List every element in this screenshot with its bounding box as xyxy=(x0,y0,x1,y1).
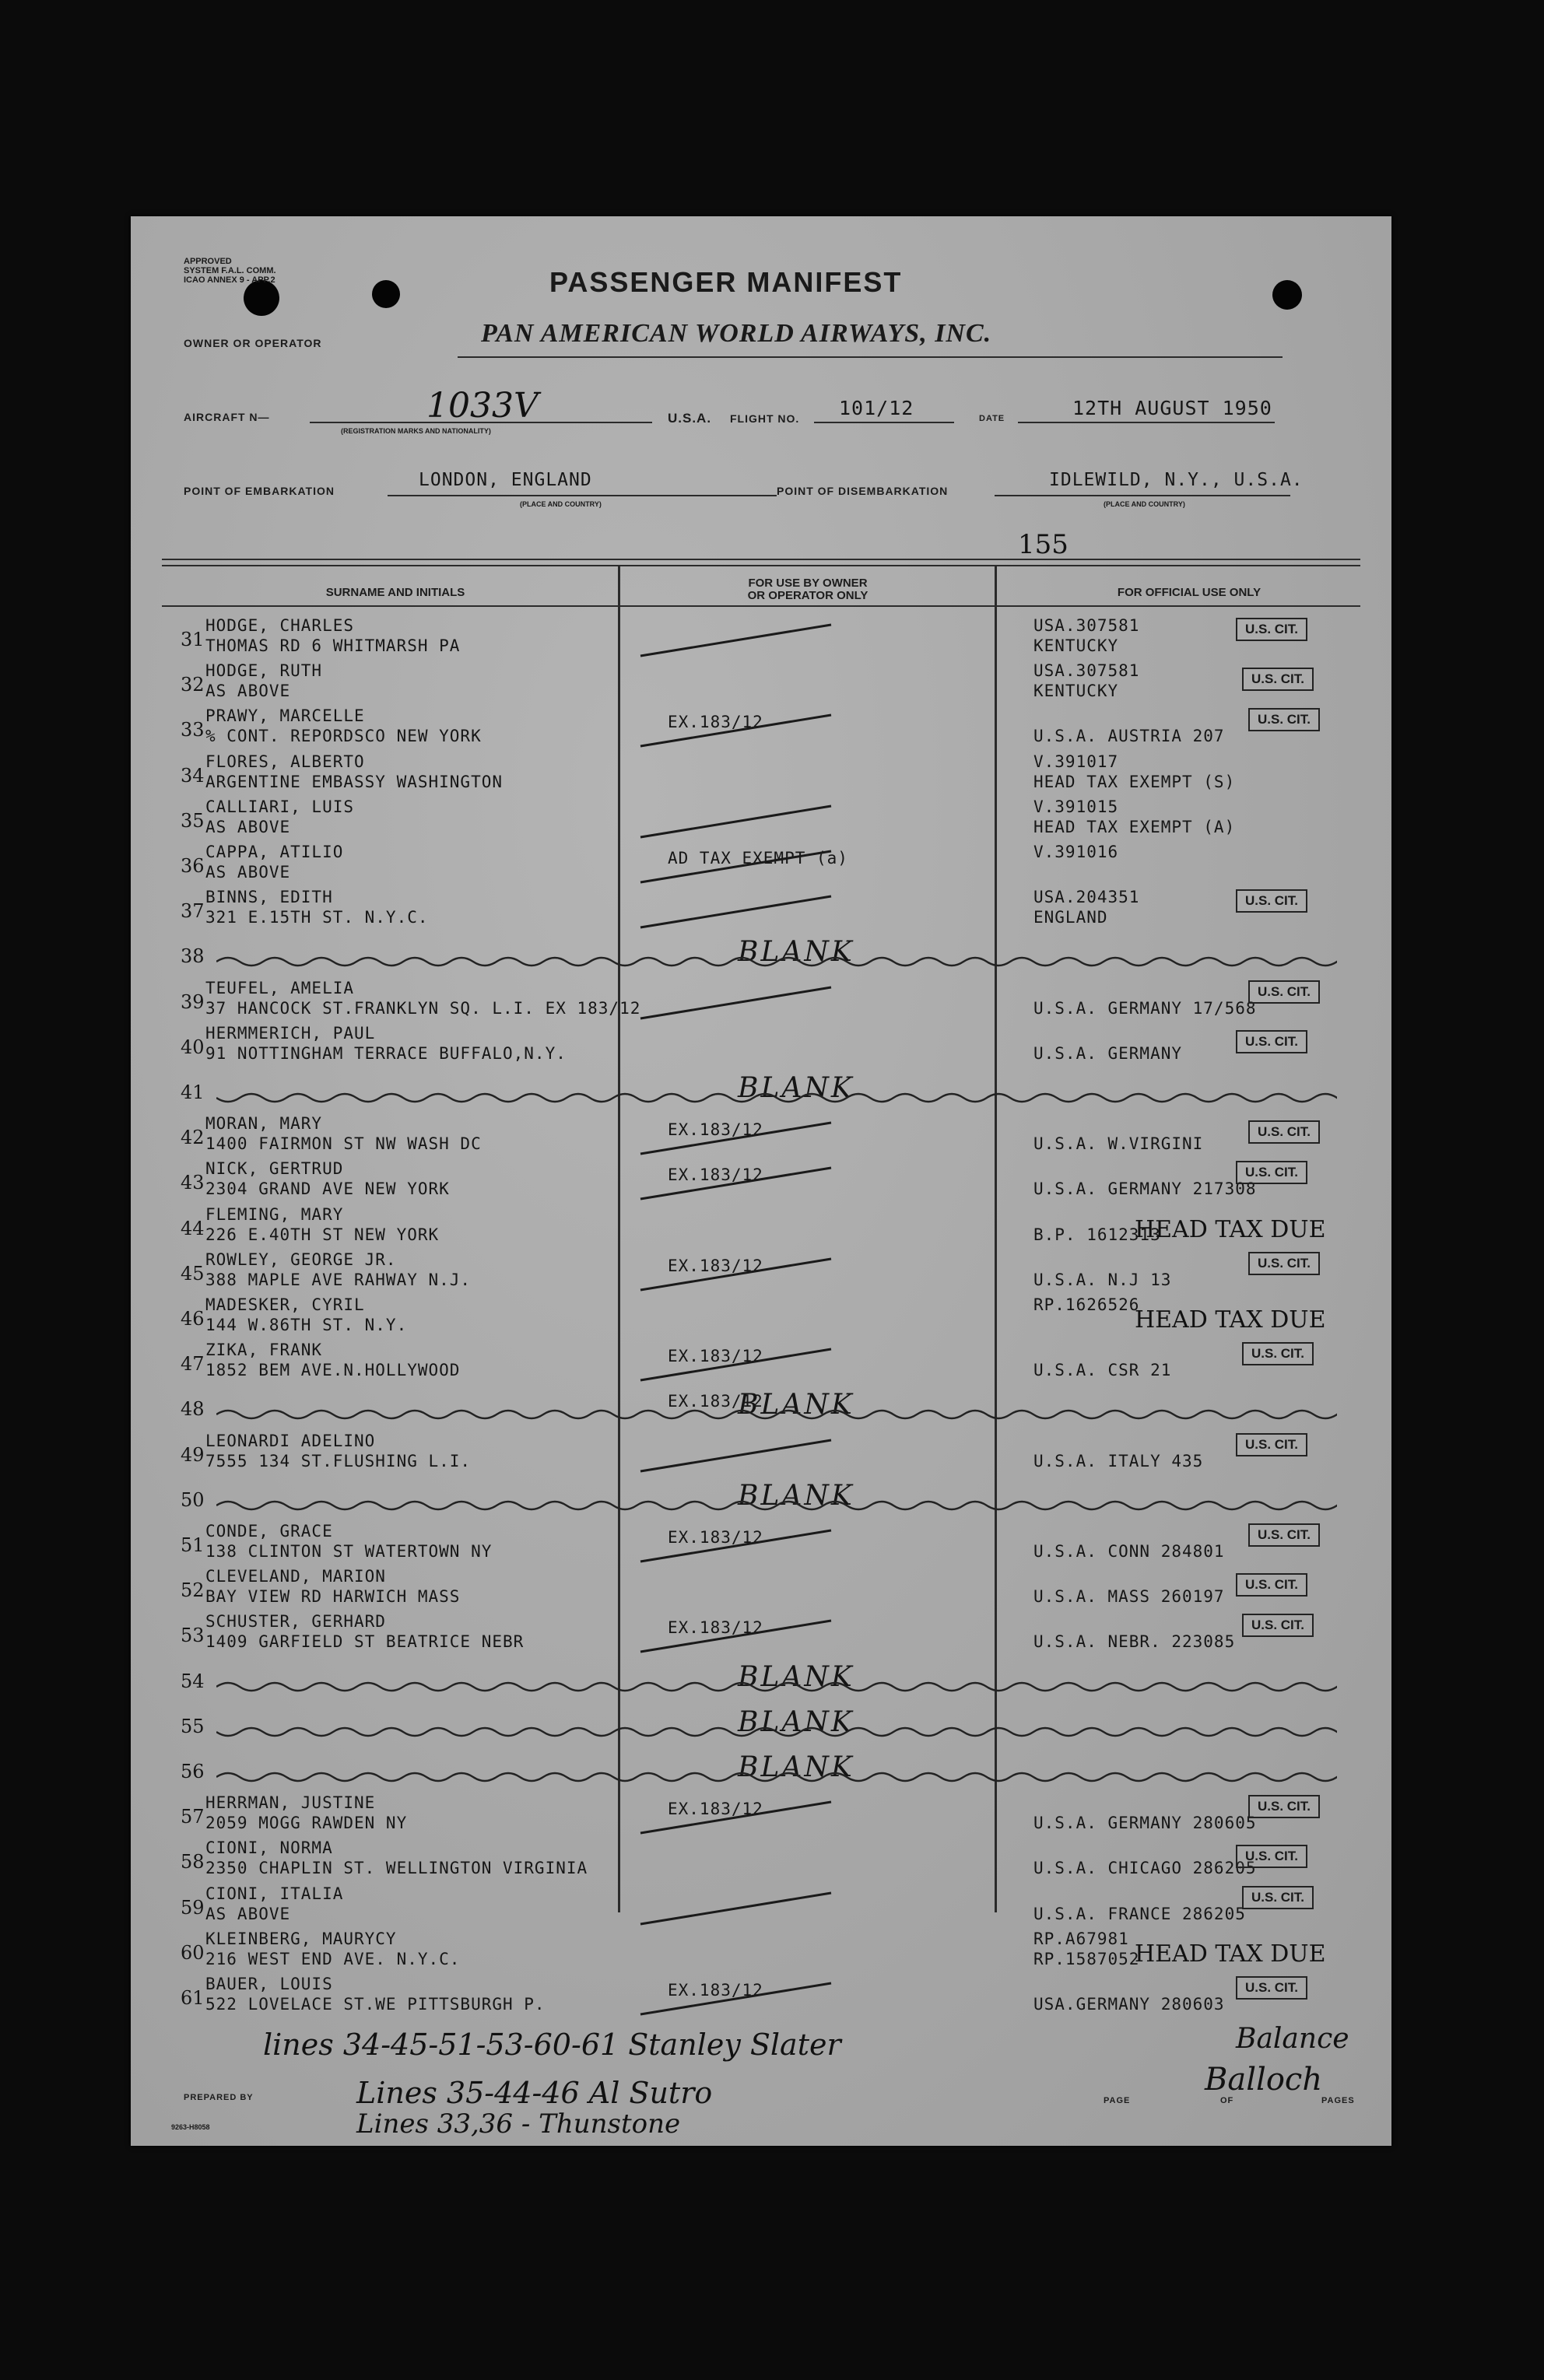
date-value: 12TH AUGUST 1950 xyxy=(1072,397,1272,419)
passenger-name: CIONI, ITALIA xyxy=(205,1884,344,1903)
column-head-surname: SURNAME AND INITIALS xyxy=(325,586,465,599)
row-number: 34 xyxy=(181,764,205,787)
passenger-address: ARGENTINE EMBASSY WASHINGTON xyxy=(205,772,504,791)
passenger-name: FLORES, ALBERTO xyxy=(205,752,365,771)
table-row xyxy=(131,1432,1391,1477)
blank-wave-path xyxy=(216,1094,1337,1102)
check-slash-path xyxy=(640,1349,831,1380)
passenger-name: FLEMING, MARY xyxy=(205,1204,344,1224)
check-slash-path xyxy=(640,896,831,927)
owner-label: OWNER OR OPERATOR xyxy=(184,337,322,349)
check-slash-mark xyxy=(637,711,839,750)
official-line-2: U.S.A. NEBR. 223085 xyxy=(1033,1632,1236,1652)
column-head-owner-line: OR OPERATOR ONLY xyxy=(747,589,868,602)
passenger-address: 226 E.40TH ST NEW YORK xyxy=(205,1225,440,1244)
check-slash-path xyxy=(640,1440,831,1471)
table-row xyxy=(131,979,1391,1024)
footer-note-3: Lines 33,36 - Thunstone xyxy=(356,2108,681,2140)
passenger-name: HODGE, RUTH xyxy=(205,661,323,681)
official-line-1: V.391015 xyxy=(1033,797,1119,816)
official-line-2: HEAD TAX EXEMPT (A) xyxy=(1033,817,1236,836)
passenger-address: 2304 GRAND AVE NEW YORK xyxy=(205,1179,450,1199)
date-label: DATE xyxy=(979,414,1005,423)
official-line-2: U.S.A. N.J 13 xyxy=(1033,1270,1172,1289)
blank-wave-line xyxy=(216,1403,1337,1426)
table-row xyxy=(131,933,1391,978)
passenger-name: CLEVELAND, MARION xyxy=(205,1567,386,1586)
passenger-name: LEONARDI ADELINO xyxy=(205,1431,376,1450)
passenger-name: ROWLEY, GEORGE JR. xyxy=(205,1250,397,1269)
table-row xyxy=(131,706,1391,752)
disembark-place-note: (PLACE AND COUNTRY) xyxy=(1104,500,1185,508)
row-number: 37 xyxy=(181,900,205,923)
table-row xyxy=(131,1024,1391,1069)
disembarkation-value: IDLEWILD, N.Y., U.S.A. xyxy=(1049,470,1304,490)
official-line-1: USA.204351 xyxy=(1033,888,1140,907)
flight-label: FLIGHT NO. xyxy=(730,412,800,425)
blank-wave-line xyxy=(216,950,1337,973)
passenger-name: CIONI, NORMA xyxy=(205,1838,333,1858)
embark-place-note: (PLACE AND COUNTRY) xyxy=(520,500,602,508)
official-line-2: ENGLAND xyxy=(1033,908,1108,927)
row-number: 38 xyxy=(181,945,205,968)
operator-note: EX.183/12 xyxy=(668,1981,763,2000)
check-slash-mark xyxy=(637,1979,839,2018)
footer-note-1: lines 34-45-51-53-60-61 Stanley Slater xyxy=(263,2028,841,2062)
table-row xyxy=(131,1975,1391,2020)
citizen-stamp: U.S. CIT. xyxy=(1242,1614,1314,1637)
passenger-name: HODGE, CHARLES xyxy=(205,616,355,635)
passenger-address: 1409 GARFIELD ST BEATRICE NEBR xyxy=(205,1632,525,1652)
table-row xyxy=(131,1386,1391,1431)
blank-mark: BLANK xyxy=(738,936,854,969)
row-number: 42 xyxy=(181,1127,205,1149)
check-slash-mark xyxy=(637,1255,839,1294)
official-line-2: U.S.A. FRANCE 286205 xyxy=(1033,1904,1246,1923)
operator-note: AD TAX EXEMPT (a) xyxy=(668,849,848,868)
table-row xyxy=(131,1295,1391,1341)
operator-note: EX.183/12 xyxy=(668,713,763,732)
official-line-2: USA.GERMANY 280603 xyxy=(1033,1995,1225,2014)
blank-mark: BLANK xyxy=(738,1751,854,1783)
official-line-2: U.S.A. CHICAGO 286205 xyxy=(1033,1859,1257,1878)
table-row xyxy=(131,1793,1391,1838)
head-tax-note: HEAD TAX DUE xyxy=(1135,1306,1326,1334)
citizen-stamp: U.S. CIT. xyxy=(1236,1845,1307,1868)
citizen-stamp: U.S. CIT. xyxy=(1236,1161,1307,1184)
passenger-name: NICK, GERTRUD xyxy=(205,1159,344,1179)
row-number: 39 xyxy=(181,990,205,1013)
table-row xyxy=(131,1205,1391,1250)
table-row xyxy=(131,888,1391,933)
operator-note: EX.183/12 xyxy=(668,1618,763,1638)
row-number: 54 xyxy=(181,1670,205,1692)
operator-note: EX.183/12 xyxy=(668,1256,763,1275)
approval-line: ICAO ANNEX 9 - APP.2 xyxy=(184,275,275,285)
passenger-address: 37 HANCOCK ST.FRANKLYN SQ. L.I. EX 183/12 xyxy=(205,998,641,1018)
citizen-stamp: U.S. CIT. xyxy=(1236,1030,1307,1053)
form-number: 9263-H8058 xyxy=(171,2123,210,2131)
official-line-1: V.391017 xyxy=(1033,752,1119,771)
table-row xyxy=(131,1930,1391,1975)
check-slash-mark xyxy=(637,847,839,886)
check-slash-mark xyxy=(637,1436,839,1475)
passenger-address: 1852 BEM AVE.N.HOLLYWOOD xyxy=(205,1361,461,1380)
passenger-name: SCHUSTER, GERHARD xyxy=(205,1612,386,1632)
table-row xyxy=(131,1114,1391,1159)
citizen-stamp: U.S. CIT. xyxy=(1248,980,1320,1004)
passenger-address: BAY VIEW RD HARWICH MASS xyxy=(205,1587,461,1607)
head-tax-note: HEAD TAX DUE xyxy=(1135,1940,1326,1968)
citizen-stamp: U.S. CIT. xyxy=(1236,1573,1307,1597)
official-line-2: U.S.A. GERMANY xyxy=(1033,1043,1183,1063)
citizen-stamp: U.S. CIT. xyxy=(1248,1795,1320,1818)
aircraft-value: 1033V xyxy=(426,386,539,426)
passenger-name: HERRMAN, JUSTINE xyxy=(205,1793,376,1813)
row-number: 53 xyxy=(181,1625,205,1647)
table-row xyxy=(131,1477,1391,1522)
blank-mark: BLANK xyxy=(738,1072,854,1104)
table-row xyxy=(131,1612,1391,1657)
blank-mark: BLANK xyxy=(738,1479,854,1512)
check-slash-mark xyxy=(637,1798,839,1837)
blank-wave-path xyxy=(216,958,1337,966)
check-slash-mark xyxy=(637,1119,839,1158)
table-row xyxy=(131,1658,1391,1703)
row-number: 40 xyxy=(181,1036,205,1058)
passenger-name: PRAWY, MARCELLE xyxy=(205,706,365,726)
passenger-address: 388 MAPLE AVE RAHWAY N.J. xyxy=(205,1270,472,1289)
passenger-name: BINNS, EDITH xyxy=(205,888,333,907)
row-number: 45 xyxy=(181,1262,205,1285)
approval-line: APPROVED xyxy=(184,257,232,266)
row-number: 46 xyxy=(181,1308,205,1330)
check-slash-path xyxy=(640,1123,831,1154)
passenger-address: 91 NOTTINGHAM TERRACE BUFFALO,N.Y. xyxy=(205,1043,567,1063)
head-tax-note: HEAD TAX DUE xyxy=(1135,1215,1326,1243)
row-number: 35 xyxy=(181,809,205,832)
passenger-address: 321 E.15TH ST. N.Y.C. xyxy=(205,908,429,927)
blank-mark: BLANK xyxy=(738,1660,854,1693)
row-number: 31 xyxy=(181,629,205,650)
operator-note: EX.183/12 xyxy=(668,1392,763,1411)
row-number: 32 xyxy=(181,674,205,696)
official-line-2: U.S.A. CONN 284801 xyxy=(1033,1542,1225,1561)
citizen-stamp: U.S. CIT. xyxy=(1248,1120,1320,1144)
official-line-2: U.S.A. W.VIRGINI xyxy=(1033,1134,1204,1154)
table-row xyxy=(131,1703,1391,1748)
table-row xyxy=(131,1069,1391,1114)
passenger-address: 144 W.86TH ST. N.Y. xyxy=(205,1316,408,1334)
check-slash-path xyxy=(640,715,831,746)
manifest-page xyxy=(131,216,1391,2146)
row-number: 56 xyxy=(181,1761,205,1782)
table-row xyxy=(131,1838,1391,1884)
citizen-stamp: U.S. CIT. xyxy=(1242,1886,1314,1909)
check-slash-path xyxy=(640,806,831,837)
prepared-by-label: PREPARED BY xyxy=(184,2093,254,2102)
column-head-official: FOR OFFICIAL USE ONLY xyxy=(1117,586,1262,599)
check-slash-mark xyxy=(637,1889,839,1928)
passenger-address: AS ABOVE xyxy=(205,682,291,701)
official-line-2: B.P. 1612313 xyxy=(1033,1225,1161,1244)
check-slash-path xyxy=(640,1893,831,1924)
passenger-name: CONDE, GRACE xyxy=(205,1522,333,1541)
row-number: 58 xyxy=(181,1851,205,1874)
passenger-address: 138 CLINTON ST WATERTOWN NY xyxy=(205,1542,493,1561)
nationality-value: U.S.A. xyxy=(668,411,712,426)
row-number: 52 xyxy=(181,1579,205,1602)
passenger-address: 522 LOVELACE ST.WE PITTSBURGH P. xyxy=(205,1995,546,2014)
footer-sign-1: Balance xyxy=(1236,2023,1349,2055)
pages-label: PAGES xyxy=(1321,2096,1355,2105)
operator-note: EX.183/12 xyxy=(668,1800,763,1819)
citizen-stamp: U.S. CIT. xyxy=(1248,1252,1320,1275)
blank-wave-line xyxy=(216,1765,1337,1789)
table-row xyxy=(131,1884,1391,1930)
passenger-name: MADESKER, CYRIL xyxy=(205,1295,365,1314)
row-number: 33 xyxy=(181,719,205,741)
table-row xyxy=(131,661,1391,706)
official-line-2: HEAD TAX EXEMPT (S) xyxy=(1033,772,1236,791)
blank-wave-line xyxy=(216,1086,1337,1109)
registration-note: (REGISTRATION MARKS AND NATIONALITY) xyxy=(341,427,491,435)
table-row xyxy=(131,797,1391,843)
passenger-address: 216 WEST END AVE. N.Y.C. xyxy=(205,1949,461,1968)
official-line-2: KENTUCKY xyxy=(1033,682,1119,701)
official-line-1: USA.307581 xyxy=(1033,616,1140,635)
official-line-2: U.S.A. AUSTRIA 207 xyxy=(1033,727,1225,746)
row-number: 50 xyxy=(181,1488,205,1511)
passenger-name: CALLIARI, LUIS xyxy=(205,797,355,816)
official-line-1: V.391016 xyxy=(1033,843,1119,861)
table-row xyxy=(131,752,1391,797)
row-number: 55 xyxy=(181,1715,205,1737)
table-row xyxy=(131,1250,1391,1295)
citizen-stamp: U.S. CIT. xyxy=(1236,618,1307,641)
passenger-address: 2350 CHAPLIN ST. WELLINGTON VIRGINIA xyxy=(205,1859,588,1878)
official-line-1: RP.1626526 xyxy=(1033,1295,1140,1314)
check-slash-mark xyxy=(637,983,839,1022)
check-slash-mark xyxy=(637,1617,839,1656)
row-number: 49 xyxy=(181,1443,205,1466)
passenger-address: THOMAS RD 6 WHITMARSH PA xyxy=(205,636,461,655)
check-slash-mark xyxy=(637,802,839,841)
passenger-name: KLEINBERG, MAURYCY xyxy=(205,1929,397,1948)
approval-line: SYSTEM F.A.L. COMM. xyxy=(184,266,276,275)
official-line-2: KENTUCKY xyxy=(1033,636,1119,655)
official-line-2: RP.1587052 xyxy=(1033,1949,1140,1968)
check-slash-path xyxy=(640,1802,831,1833)
blank-wave-path xyxy=(216,1728,1337,1736)
row-number: 43 xyxy=(181,1172,205,1194)
row-number: 61 xyxy=(181,1987,205,2009)
blank-wave-line xyxy=(216,1720,1337,1744)
passenger-name: BAUER, LOUIS xyxy=(205,1975,333,1993)
row-number: 60 xyxy=(181,1941,205,1964)
passenger-address: AS ABOVE xyxy=(205,863,291,882)
check-slash-path xyxy=(640,1983,831,2014)
sheet-number: 155 xyxy=(1018,529,1069,560)
passenger-name: CAPPA, ATILIO xyxy=(205,843,344,861)
table-row xyxy=(131,1748,1391,1793)
citizen-stamp: U.S. CIT. xyxy=(1236,889,1307,913)
table-row xyxy=(131,1159,1391,1204)
row-number: 44 xyxy=(181,1217,205,1239)
page-title: PASSENGER MANIFEST xyxy=(549,266,903,298)
passenger-address: 7555 134 ST.FLUSHING L.I. xyxy=(205,1451,472,1470)
check-slash-mark xyxy=(637,892,839,931)
check-slash-path xyxy=(640,987,831,1018)
passenger-name: TEUFEL, AMELIA xyxy=(205,978,355,997)
check-slash-path xyxy=(640,1530,831,1562)
blank-mark: BLANK xyxy=(738,1705,854,1738)
official-line-1: USA.307581 xyxy=(1033,661,1140,681)
citizen-stamp: U.S. CIT. xyxy=(1242,668,1314,691)
blank-wave-path xyxy=(216,1683,1337,1691)
row-number: 41 xyxy=(181,1081,205,1103)
blank-wave-path xyxy=(216,1502,1337,1509)
passenger-name: HERMMERICH, PAUL xyxy=(205,1023,376,1043)
check-slash-path xyxy=(640,1168,831,1199)
check-slash-path xyxy=(640,851,831,882)
passenger-address: AS ABOVE xyxy=(205,1904,291,1923)
row-number: 57 xyxy=(181,1806,205,1828)
table-row xyxy=(131,1522,1391,1567)
citizen-stamp: U.S. CIT. xyxy=(1236,1433,1307,1456)
blank-wave-path xyxy=(216,1773,1337,1781)
citizen-stamp: U.S. CIT. xyxy=(1248,708,1320,731)
official-line-2: U.S.A. ITALY 435 xyxy=(1033,1451,1204,1470)
official-line-2: U.S.A. CSR 21 xyxy=(1033,1361,1172,1380)
check-slash-path xyxy=(640,1256,831,1290)
embarkation-label: POINT OF EMBARKATION xyxy=(184,485,335,497)
operator-note: EX.183/12 xyxy=(668,1528,763,1547)
passenger-address: % CONT. REPORDSCO NEW YORK xyxy=(205,727,482,746)
passenger-address: 1400 FAIRMON ST NW WASH DC xyxy=(205,1134,482,1154)
aircraft-label: AIRCRAFT N— xyxy=(184,411,270,423)
check-slash-path xyxy=(640,1621,831,1652)
check-slash-mark xyxy=(637,621,839,660)
table-row xyxy=(131,1567,1391,1612)
official-line-2: U.S.A. GERMANY 17/568 xyxy=(1033,998,1257,1018)
official-line-2: U.S.A. GERMANY 280605 xyxy=(1033,1814,1257,1833)
embarkation-value: LONDON, ENGLAND xyxy=(419,470,592,490)
passenger-table xyxy=(131,216,1391,2146)
check-slash-mark xyxy=(637,1164,839,1203)
official-line-1: RP.A67981 xyxy=(1033,1929,1129,1948)
citizen-stamp: U.S. CIT. xyxy=(1242,1342,1314,1365)
footer-note-2: Lines 35-44-46 Al Sutro xyxy=(356,2076,713,2110)
blank-wave-path xyxy=(216,1411,1337,1418)
passenger-name: ZIKA, FRANK xyxy=(205,1341,323,1360)
check-slash-path xyxy=(640,625,831,656)
check-slash-mark xyxy=(637,1345,839,1384)
page-label: PAGE xyxy=(1104,2096,1131,2105)
operator-note: EX.183/12 xyxy=(668,1165,763,1185)
of-label: OF xyxy=(1220,2096,1234,2105)
blank-mark: BLANK xyxy=(738,1389,854,1421)
citizen-stamp: U.S. CIT. xyxy=(1236,1976,1307,2000)
owner-value: PAN AMERICAN WORLD AIRWAYS, INC. xyxy=(481,319,992,348)
table-row xyxy=(131,843,1391,888)
blank-wave-line xyxy=(216,1675,1337,1698)
footer-sign-2: Balloch xyxy=(1205,2062,1323,2098)
operator-note: EX.183/12 xyxy=(668,1120,763,1140)
row-number: 51 xyxy=(181,1534,205,1556)
check-slash-mark xyxy=(637,1526,839,1565)
blank-wave-line xyxy=(216,1494,1337,1517)
row-number: 59 xyxy=(181,1896,205,1919)
operator-note: EX.183/12 xyxy=(668,1347,763,1366)
row-number: 48 xyxy=(181,1398,205,1421)
flight-value: 101/12 xyxy=(839,397,914,419)
table-row xyxy=(131,1341,1391,1386)
official-line-2: U.S.A. MASS 260197 xyxy=(1033,1587,1225,1607)
citizen-stamp: U.S. CIT. xyxy=(1248,1523,1320,1547)
table-row xyxy=(131,616,1391,661)
disembarkation-label: POINT OF DISEMBARKATION xyxy=(777,485,949,497)
passenger-address: 2059 MOGG RAWDEN NY xyxy=(205,1814,408,1833)
official-line-2: U.S.A. GERMANY 217308 xyxy=(1033,1179,1257,1199)
column-head-owner-line: FOR USE BY OWNER xyxy=(748,577,868,590)
row-number: 36 xyxy=(181,855,205,877)
passenger-name: MORAN, MARY xyxy=(205,1114,323,1134)
passenger-address: AS ABOVE xyxy=(205,817,291,836)
row-number: 47 xyxy=(181,1353,205,1376)
